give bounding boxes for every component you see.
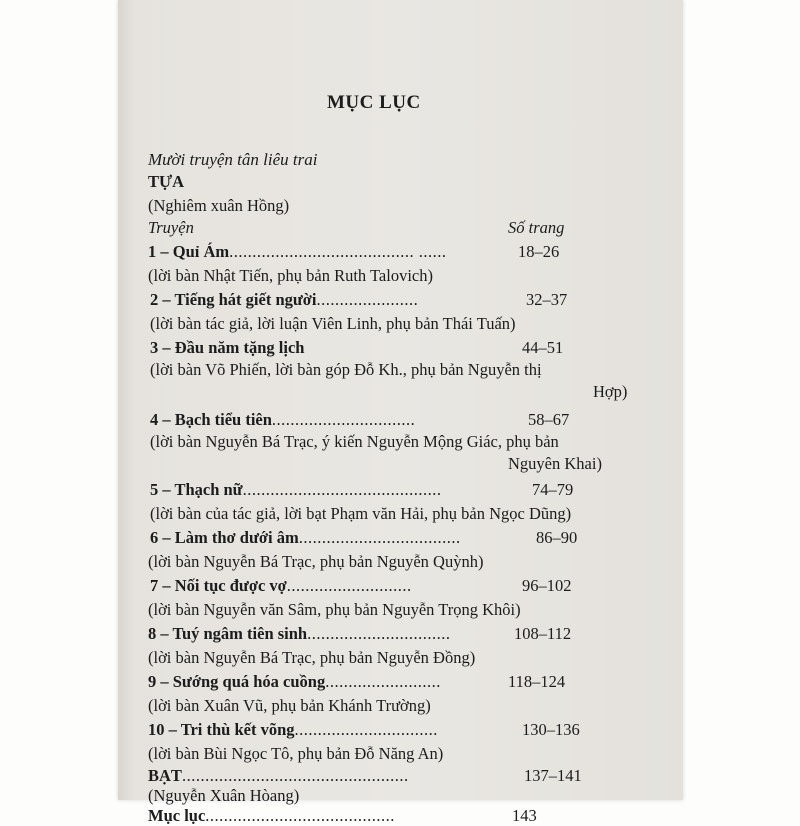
toc-entry-7	[150, 576, 412, 596]
leader-dots: ...........................................	[242, 480, 442, 499]
entry-title: 1 – Quỉ Ám	[148, 242, 230, 261]
entry-credit-continued: Hợp)	[593, 382, 628, 401]
toc-entry-3	[150, 338, 304, 358]
leader-dots: ...............................	[271, 410, 416, 429]
entry-pages: 118–124	[508, 672, 566, 691]
column-header-pages: Số trang	[508, 218, 565, 237]
toc-entry-9	[148, 672, 441, 692]
leader-dots: .........................................	[205, 806, 395, 825]
entry-credit: (lời bàn Nguyễn Bá Trạc, ý kiến Nguyễn Mộng Giác, phụ bản	[150, 432, 559, 451]
entry-title: 4 – Bạch tiểu tiên	[150, 410, 272, 429]
entry-credit: (lời bàn Nguyễn Bá Trạc, phụ bản Nguyễn Quỳnh)	[148, 552, 484, 571]
entry-title: 6 – Làm thơ dưới âm	[150, 528, 299, 547]
toc-entry-afterword	[148, 766, 409, 786]
entry-title: 9 – Sướng quá hóa cuồng	[148, 672, 326, 691]
toc-self-pages: 143	[512, 806, 537, 825]
entry-pages: 96–102	[522, 576, 572, 595]
entry-title: 8 – Tuý ngâm tiên sinh	[148, 624, 308, 643]
entry-credit: (lời bàn Nguyễn Bá Trạc, phụ bản Nguyễn Đồng)	[148, 648, 476, 667]
entry-title: 2 – Tiếng hát giết người	[150, 290, 317, 309]
preface-label: TỰA	[148, 172, 185, 191]
entry-title: 10 – Tri thù kết võng	[148, 720, 295, 739]
leader-dots: ...............................	[294, 720, 438, 739]
afterword-pages: 137–141	[524, 766, 582, 785]
entry-credit: (lời bàn tác giả, lời luận Viên Linh, phụ bản Thái Tuấn)	[150, 314, 516, 333]
entry-credit: (lời bàn Nguyễn văn Sâm, phụ bản Nguyễn Trọng Khôi)	[148, 600, 521, 619]
entry-pages: 18–26	[518, 242, 560, 261]
leader-dots: ...................................	[298, 528, 461, 547]
toc-entry-table-of-contents	[148, 806, 395, 826]
toc-entry-2	[150, 290, 418, 310]
toc-entry-5	[150, 480, 441, 500]
leader-dots: ......................	[316, 290, 419, 309]
entry-title: 3 – Đầu năm tặng lịch	[150, 338, 305, 357]
entry-pages: 44–51	[522, 338, 564, 357]
toc-self-label: Mục lục	[148, 806, 206, 825]
entry-credit: (lời bàn Võ Phiến, lời bàn góp Đỗ Kh., phụ bản Nguyễn thị	[150, 360, 542, 379]
entry-credit: (lời bàn Bùi Ngọc Tô, phụ bản Đỗ Năng An)	[148, 744, 444, 763]
preface-author: (Nghiêm xuân Hồng)	[148, 196, 290, 215]
leader-dots: ........................................ ......	[229, 242, 447, 261]
leader-dots: ...............................	[307, 624, 451, 643]
toc-entry-1	[148, 242, 447, 262]
entry-credit-continued: Nguyên Khai)	[508, 454, 602, 473]
book-title: Mười truyện tân liêu trai	[148, 150, 318, 169]
toc-heading: MỤC LỤC	[327, 92, 421, 113]
toc-entry-4	[150, 410, 415, 430]
leader-dots: .........................	[325, 672, 441, 691]
afterword-label: BẠT	[148, 766, 182, 785]
leader-dots: .................................................	[181, 766, 409, 785]
entry-credit: (lời bàn Xuân Vũ, phụ bản Khánh Trường)	[148, 696, 431, 715]
entry-title: 5 – Thạch nữ	[150, 480, 243, 499]
afterword-author: (Nguyễn Xuân Hòang)	[148, 786, 300, 805]
entry-credit: (lời bàn Nhật Tiến, phụ bản Ruth Talovich)	[148, 266, 433, 285]
entry-title: 7 – Nối tục được vợ	[150, 576, 287, 595]
entry-pages: 86–90	[536, 528, 578, 547]
entry-pages: 74–79	[532, 480, 574, 499]
entry-pages: 32–37	[526, 290, 568, 309]
entry-pages: 58–67	[528, 410, 570, 429]
toc-entry-8	[148, 624, 450, 644]
entry-credit: (lời bàn của tác giả, lời bạt Phạm văn Hải, phụ bản Ngọc Dũng)	[150, 504, 572, 523]
leader-dots: ...........................	[286, 576, 412, 595]
toc-entry-10	[148, 720, 438, 740]
entry-pages: 130–136	[522, 720, 580, 739]
entry-pages: 108–112	[514, 624, 572, 643]
toc-entry-6	[150, 528, 461, 548]
column-header-stories: Truyện	[148, 218, 194, 237]
